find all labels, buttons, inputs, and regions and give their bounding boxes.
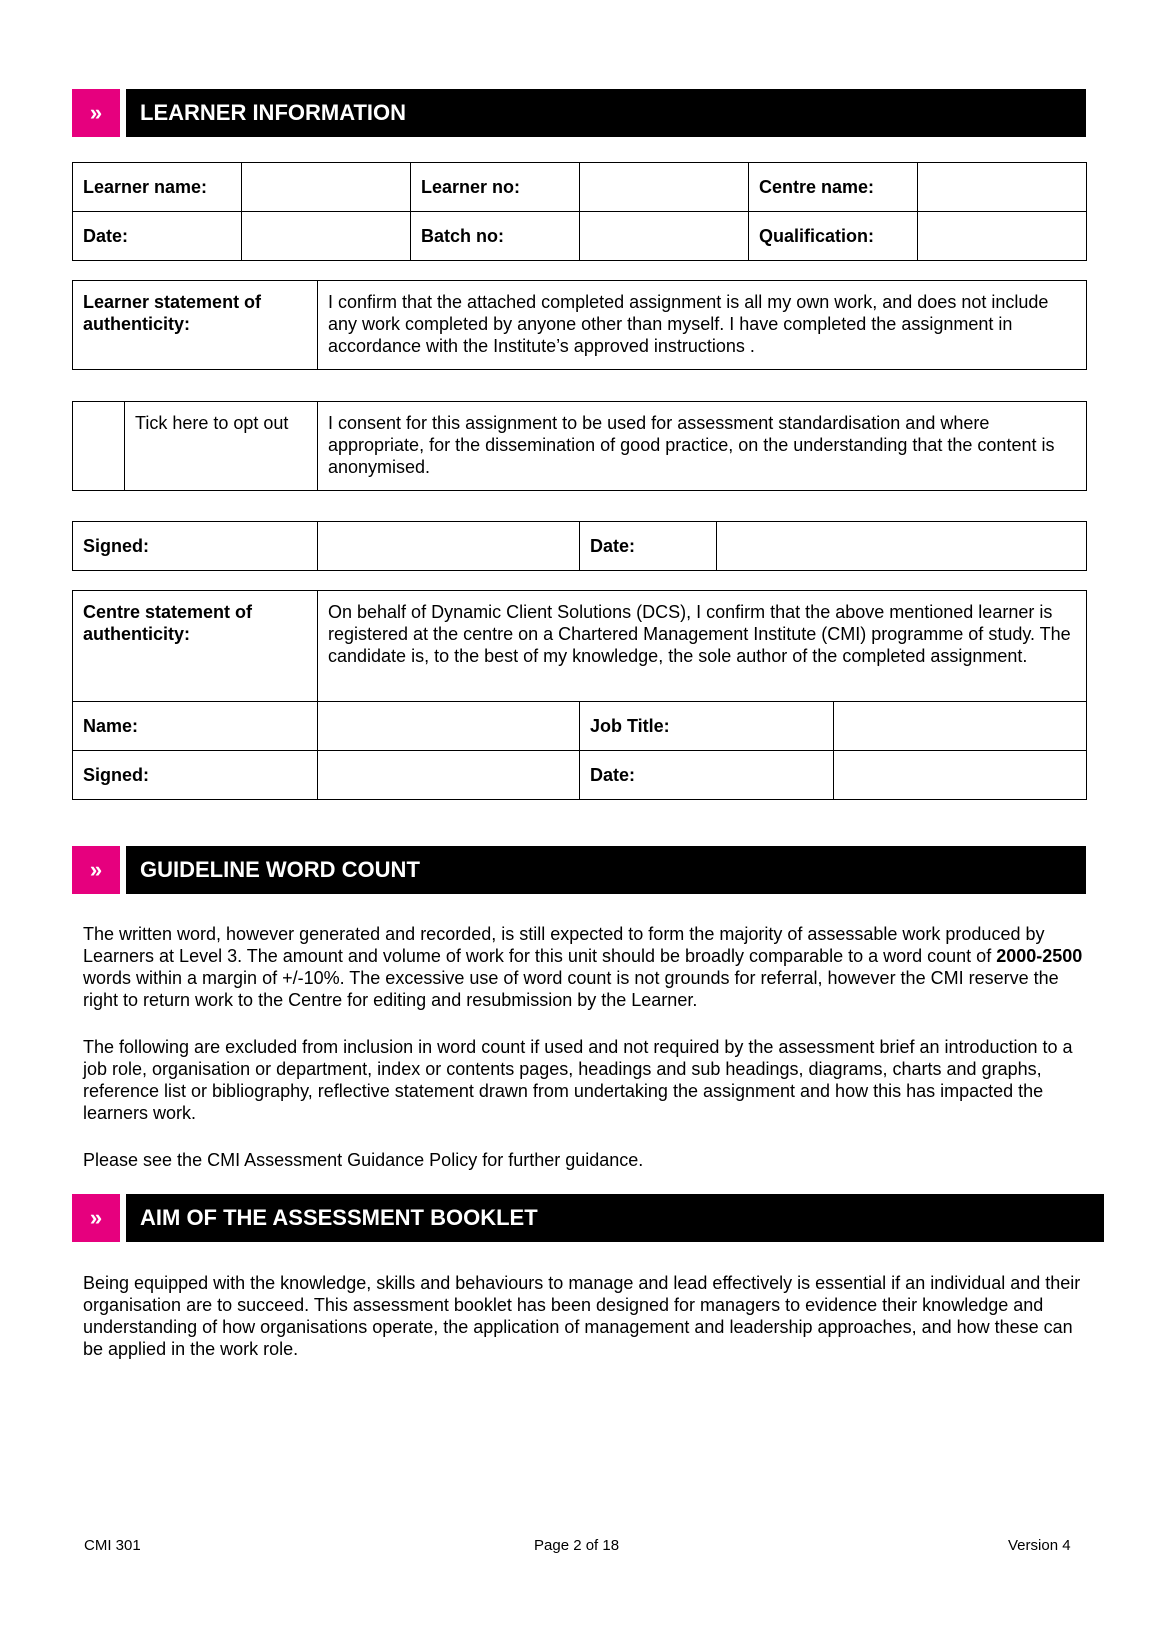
section-title: AIM OF THE ASSESSMENT BOOKLET [126,1194,1104,1242]
qualification-field[interactable] [918,212,1087,261]
centre-name-field[interactable] [918,163,1087,212]
learner-signed-label: Signed: [73,522,318,571]
opt-out-label: Tick here to opt out [125,402,318,491]
centre-statement-table [72,590,1087,800]
date-field[interactable] [242,212,411,261]
paragraph-text: words within a margin of +/-10%. The excessive use of word count is not grounds for referral, however the CMI reserve the right to return work to the Centre for editing and resubmission by the Learner. [83,968,1059,1010]
learner-no-label: Learner no: [411,163,580,212]
chevron-icon: » [72,846,120,894]
centre-date-label: Date: [580,751,834,800]
centre-date-field[interactable] [834,751,1087,800]
word-count-paragraph-2: The following are excluded from inclusion in word count if used and not required by the assessment brief an introduction to a job role, organisation or department, index or contents pages, headings and sub headings, diagrams, charts and graphs, reference list or bibliography, reflective statement drawn from undertaking the assignment and how this has impacted the learners work. [83,1037,1073,1123]
learner-info-table [72,162,1087,261]
section-header-learner-information [72,89,1086,137]
centre-name-label: Name: [73,702,318,751]
chevron-icon: » [72,1194,120,1242]
centre-statement-label: Centre statement of authenticity: [73,591,318,702]
learner-statement-label: Learner statement of authenticity: [73,281,318,370]
opt-out-checkbox[interactable] [73,402,125,491]
learner-name-field[interactable] [242,163,411,212]
learner-name-label: Learner name: [73,163,242,212]
batch-no-field[interactable] [580,212,749,261]
learner-no-field[interactable] [580,163,749,212]
learner-statement-text: I confirm that the attached completed assignment is all my own work, and does not include any work completed by anyone other than myself. I have completed the assignment in accordance with the Institute’s approved instructions . [318,281,1087,370]
learner-statement-table [72,280,1087,370]
footer-version: Version 4 [1008,1537,1071,1554]
consent-table [72,401,1087,491]
learner-signed-field[interactable] [318,522,580,571]
centre-name-label: Centre name: [749,163,918,212]
section-header-aim [72,1194,1104,1242]
word-count-paragraph-3: Please see the CMI Assessment Guidance Policy for further guidance. [83,1150,644,1170]
learner-signed-date-field[interactable] [717,522,1087,571]
batch-no-label: Batch no: [411,212,580,261]
section-title: GUIDELINE WORD COUNT [126,846,1086,894]
word-count-range: 2000-2500 [996,946,1083,966]
learner-signed-date-label: Date: [580,522,717,571]
chevron-icon: » [72,89,120,137]
date-label: Date: [73,212,242,261]
aim-paragraph: Being equipped with the knowledge, skills and behaviours to manage and lead effectively is essential if an individual and their organisation are to succeed. This assessment booklet has been designed for managers to evidence their knowledge and understanding of how organisations operate, the application of management and leadership approaches, and how these can be applied in the work role. [83,1273,1081,1359]
consent-text: I consent for this assignment to be used for assessment standardisation and where appropriate, for the dissemination of good practice, on the understanding that the content is anonymised. [318,402,1087,491]
paragraph-text: The written word, however generated and recorded, is still expected to form the majority of assessable work produced by Learners at Level 3. The amount and volume of work for this unit should be broadly comparable to a word count of [83,924,1045,966]
qualification-label: Qualification: [749,212,918,261]
footer-doc-code: CMI 301 [84,1537,141,1554]
centre-statement-text: On behalf of Dynamic Client Solutions (DCS), I confirm that the above mentioned learner is registered at the centre on a Chartered Management Institute (CMI) programme of study. The candidate is, to the best of my knowledge, the sole author of the completed assignment. [318,591,1087,702]
job-title-field[interactable] [834,702,1087,751]
word-count-paragraph-1 [83,923,1083,1011]
section-header-word-count [72,846,1086,894]
learner-signed-table [72,521,1087,571]
centre-name-field[interactable] [318,702,580,751]
footer-page-number: Page 2 of 18 [534,1537,620,1554]
job-title-label: Job Title: [580,702,834,751]
centre-signed-field[interactable] [318,751,580,800]
section-title: LEARNER INFORMATION [126,89,1086,137]
centre-signed-label: Signed: [73,751,318,800]
